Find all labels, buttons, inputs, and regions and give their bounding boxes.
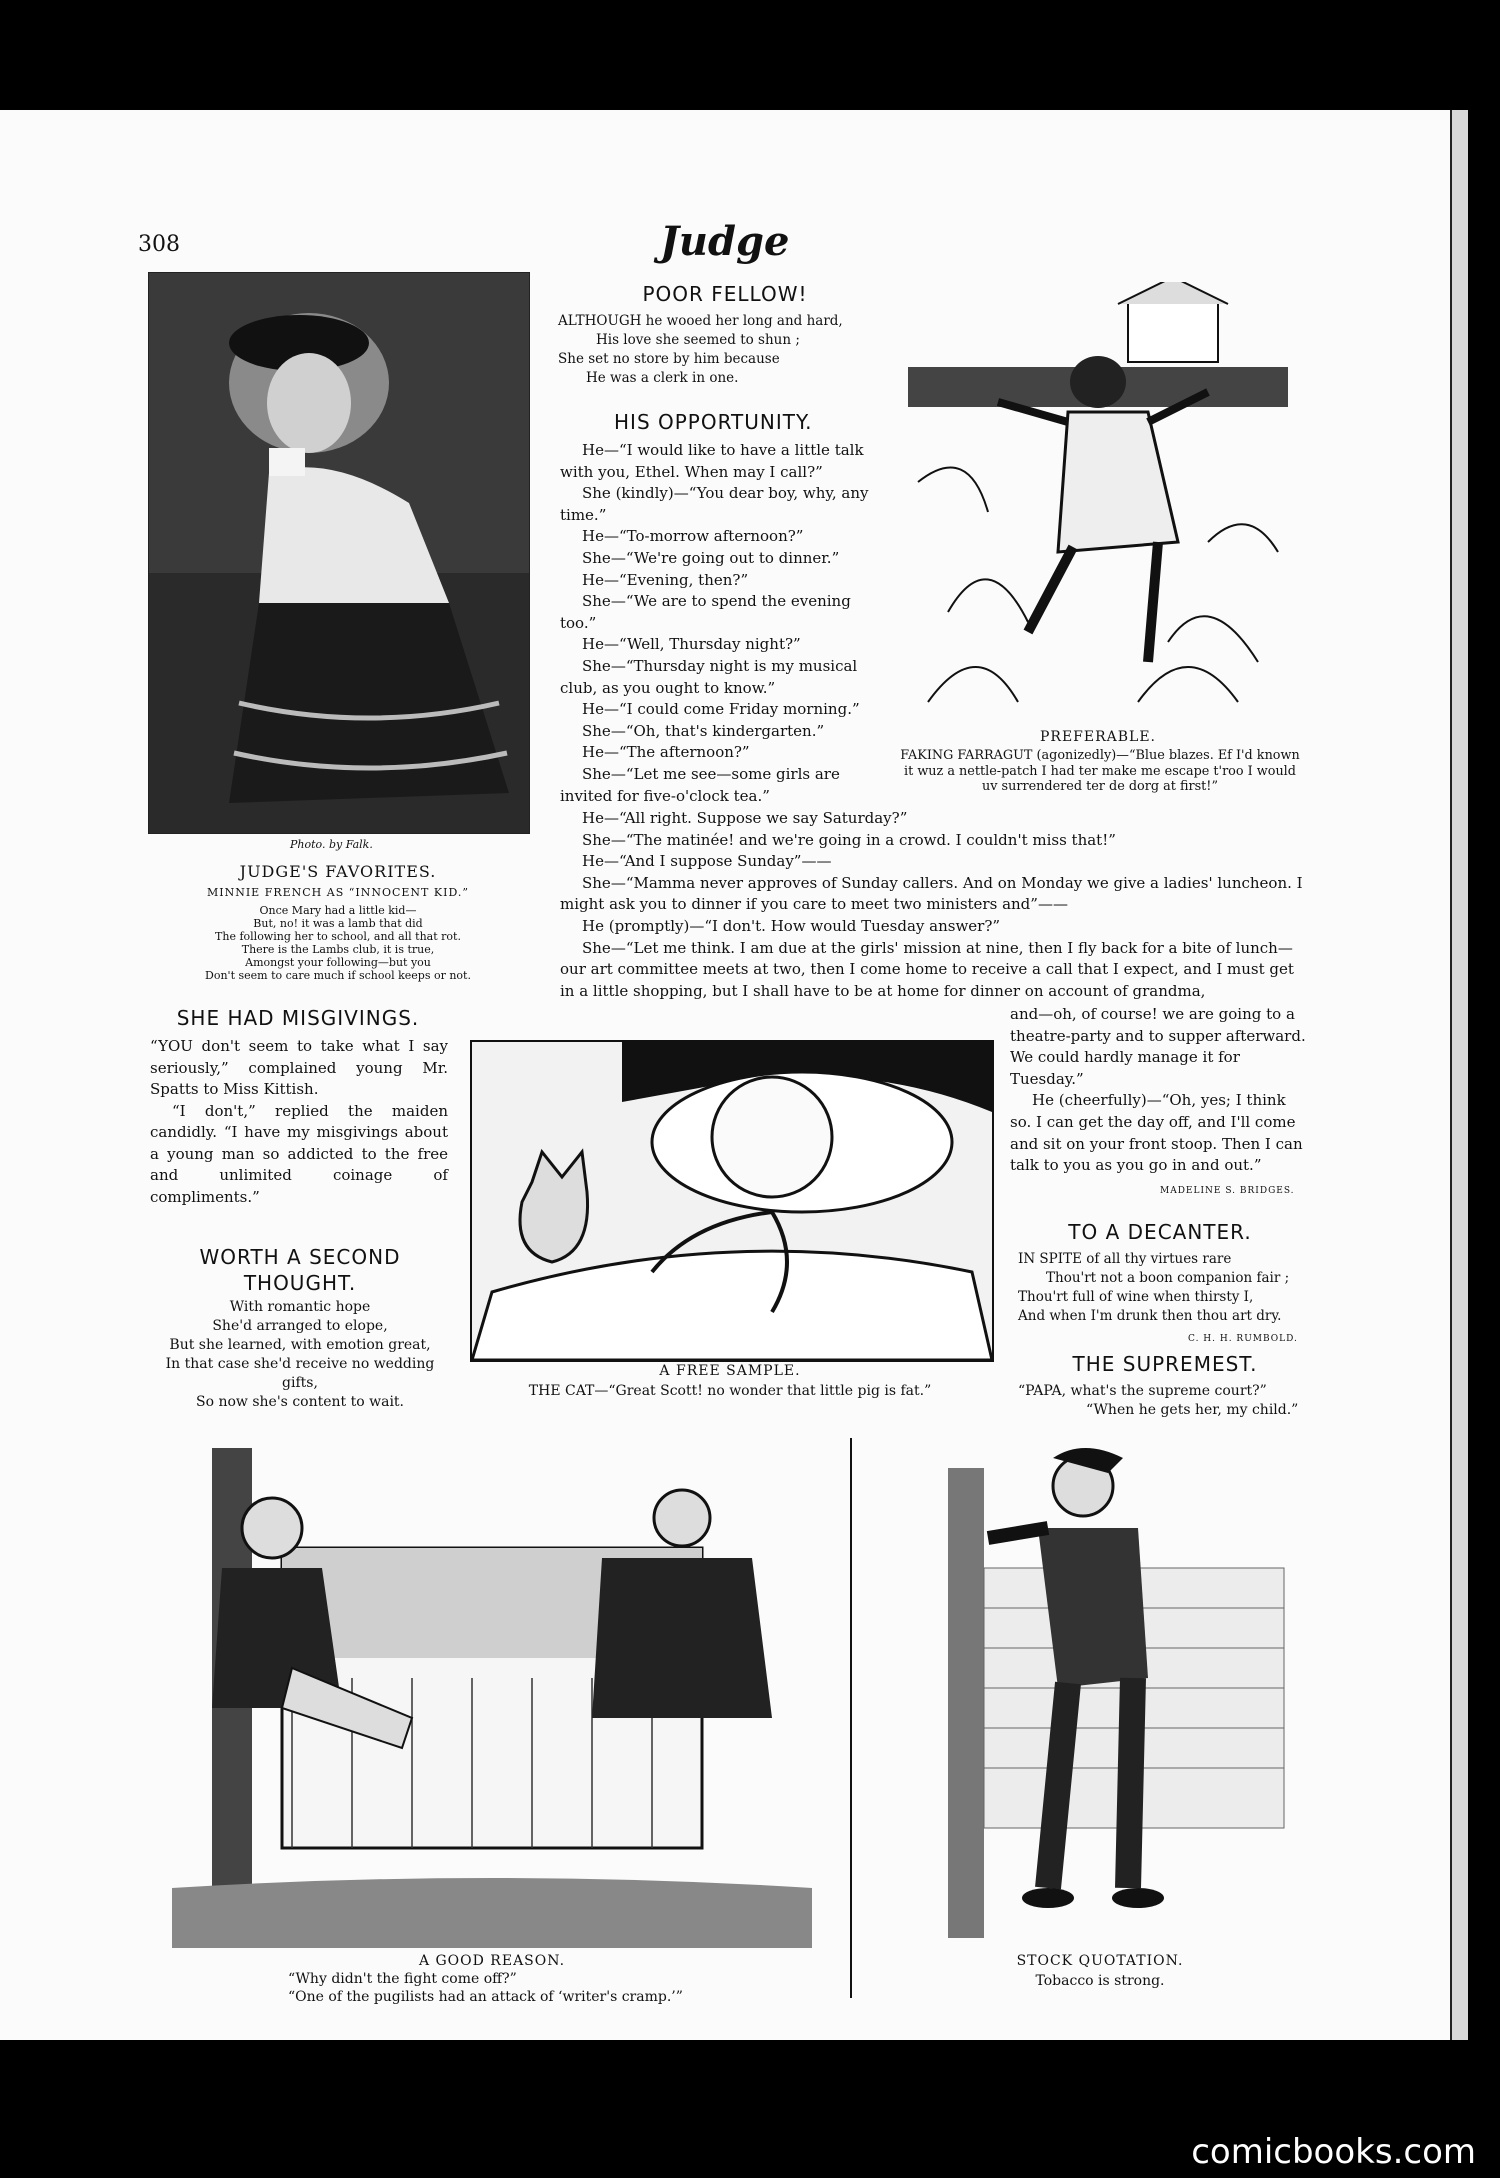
preferable-drawing	[908, 282, 1288, 712]
free-sample-title: A FREE SAMPLE.	[659, 1363, 801, 1379]
dialog-line: She—“Oh, that's kindergarten.”	[582, 721, 825, 740]
dialog-line: He—“Well, Thursday night?”	[582, 635, 801, 654]
stock-quotation-drawing	[888, 1428, 1312, 1946]
verse-line: ALTHOUGH he wooed her long and hard,	[558, 313, 843, 329]
verse-line: She set no store by him because	[558, 351, 780, 367]
poor-fellow-verse	[558, 312, 843, 388]
dialog-line: He—“I would like to have a little talk with you, Ethel. When may I call?”	[560, 441, 864, 481]
decanter-heading: TO A DECANTER.	[1068, 1220, 1252, 1244]
dialog-line: He—“To-morrow afternoon?”	[582, 527, 804, 546]
opportunity-column	[560, 440, 882, 807]
worth-verse	[150, 1298, 450, 1412]
verse-line: He was a clerk in one.	[586, 370, 739, 386]
dialog-line: She—“We're going out to dinner.”	[582, 548, 840, 567]
dialog-line: She—“Thursday night is my musical club, as you ought to know.”	[560, 656, 858, 697]
column-divider	[850, 1438, 852, 1998]
verse-line: Thou'rt full of wine when thirsty I,	[1018, 1289, 1254, 1305]
verse-line: She'd arranged to elope,	[212, 1318, 388, 1334]
verse-line: Once Mary had a little kid—	[259, 904, 417, 917]
good-reason-title: A GOOD REASON.	[418, 1953, 566, 1969]
illustration-preferable	[908, 282, 1288, 712]
paragraph: “I don't,” replied the maiden candidly. “I have my misgivings about a young man so addicted to the free and unlimited coinage of compliments.”	[150, 1101, 448, 1206]
verse-line: “When he gets her, my child.”	[1086, 1402, 1299, 1418]
stock-quotation-text: Tobacco is strong.	[1035, 1973, 1165, 1989]
misgivings-heading: SHE HAD MISGIVINGS.	[176, 1006, 420, 1030]
poor-fellow-heading: POOR FELLOW!	[642, 282, 808, 306]
masthead: Judge	[660, 218, 790, 265]
dialog-line: He—“And I suppose Sunday”——	[582, 852, 832, 871]
photo-verse	[148, 904, 528, 982]
dialog-line: He (promptly)—“I don't. How would Tuesday answer?”	[582, 916, 1001, 935]
dialog-line: She—“Mamma never approves of Sunday callers. And on Monday we give a ladies' luncheon. I might ask you to dinner if you care to meet two ministers and”——	[560, 873, 1303, 914]
verse-line: Amongst your following—but you	[245, 956, 431, 969]
stock-quotation-title: STOCK QUOTATION.	[1016, 1953, 1184, 1969]
dialog-line: He—“I could come Friday morning.”	[582, 700, 860, 719]
illustration-stock-quotation	[888, 1428, 1312, 1946]
verse-line: With romantic hope	[229, 1299, 371, 1315]
decanter-signature: C. H. H. RUMBOLD.	[1188, 1334, 1298, 1344]
dialog-line: She—“Let me see—some girls are invited for five-o'clock tea.”	[560, 764, 840, 805]
dialog-line: She (kindly)—“You dear boy, why, any time.”	[560, 484, 869, 524]
supremest-verse	[1018, 1382, 1298, 1420]
dialog-line: He (cheerfully)—“Oh, yes; I think so. I can get the day off, and I'll come and sit on your front stoop. Then I can talk to you as you go in and out.”	[1010, 1091, 1303, 1175]
photo-title: JUDGE'S FAVORITES.	[239, 862, 437, 881]
opportunity-right	[1010, 1004, 1310, 1177]
dialog-line: She—“The matinée! and we're going in a crowd. I couldn't miss that!”	[582, 830, 1116, 849]
page-edge	[1450, 110, 1468, 2040]
dialog-line: He—“All right. Suppose we say Saturday?”	[582, 809, 908, 827]
opportunity-signature: MADELINE S. BRIDGES.	[1160, 1186, 1295, 1196]
verse-line: Thou'rt not a boon companion fair ;	[1046, 1270, 1290, 1286]
illustration-free-sample	[470, 1040, 994, 1362]
good-reason-drawing	[172, 1448, 812, 1948]
preferable-title: PREFERABLE.	[1039, 729, 1157, 745]
dialog-line: She—“We are to spend the evening too.”	[560, 592, 851, 632]
misgivings-text	[150, 1036, 448, 1208]
verse-line: There is the Lambs club, it is true,	[241, 943, 435, 956]
dialog-line: He—“Evening, then?”	[582, 570, 749, 589]
verse-line: But, no! it was a lamb that did	[253, 917, 423, 930]
verse-line: “Why didn't the fight come off?”	[288, 1971, 517, 1987]
photo-figure	[149, 273, 529, 833]
verse-line: IN SPITE of all thy virtues rare	[1018, 1251, 1232, 1267]
verse-line: So now she's content to wait.	[196, 1394, 404, 1410]
verse-line: Don't seem to care much if school keeps or not.	[205, 969, 471, 982]
watermark: comicbooks.com	[1191, 2132, 1476, 2172]
page-number: 308	[138, 232, 180, 257]
opportunity-heading: HIS OPPORTUNITY.	[614, 410, 813, 434]
dialog-line: He—“The afternoon?”	[582, 743, 750, 762]
verse-line: The following her to school, and all that rot.	[215, 930, 461, 943]
verse-line: But she learned, with emotion great,	[169, 1337, 431, 1353]
photo-subtitle: MINNIE FRENCH AS “INNOCENT KID.”	[206, 886, 470, 899]
free-sample-drawing	[472, 1042, 992, 1360]
photo-credit: Photo. by Falk.	[290, 838, 373, 851]
supremest-heading: THE SUPREMEST.	[1072, 1352, 1258, 1376]
illustration-good-reason	[172, 1448, 812, 1948]
decanter-verse	[1018, 1250, 1289, 1326]
worth-heading: WORTH A SECOND THOUGHT.	[199, 1245, 401, 1295]
verse-line: His love she seemed to shun ;	[596, 332, 800, 348]
opportunity-wide	[560, 808, 1310, 1002]
paragraph: “YOU don't seem to take what I say seriously,” complained young Mr. Spatts to Miss Kittish.	[150, 1037, 448, 1098]
verse-line: “PAPA, what's the supreme court?”	[1018, 1383, 1267, 1399]
preferable-text: FAKING FARRAGUT (agonizedly)—“Blue blazes. Ef I'd known it wuz a nettle-patch I had ter make me escape t'roo I would uv surrendered ter de dorg at first!”	[900, 748, 1300, 794]
dialog-line: and—oh, of course! we are going to a theatre-party and to supper afterward. We could hardly manage it for Tuesday.”	[1010, 1005, 1306, 1088]
good-reason-verse	[288, 1970, 683, 2006]
verse-line: In that case she'd receive no wedding gifts,	[165, 1356, 435, 1391]
verse-line: “One of the pugilists had an attack of ‘writer's cramp.’”	[288, 1989, 683, 2005]
free-sample-text: THE CAT—“Great Scott! no wonder that little pig is fat.”	[528, 1383, 932, 1399]
photo-minnie-french	[148, 272, 530, 834]
dialog-line: She—“Let me think. I am due at the girls' mission at nine, then I fly back for a bite of lunch—our art committee meets at two, then I come home to receive a call that I expect, and I must get in a little shopping, but I shall have to be at home for dinner on account of grandma,	[560, 938, 1294, 1000]
verse-line: And when I'm drunk then thou art dry.	[1018, 1308, 1282, 1324]
